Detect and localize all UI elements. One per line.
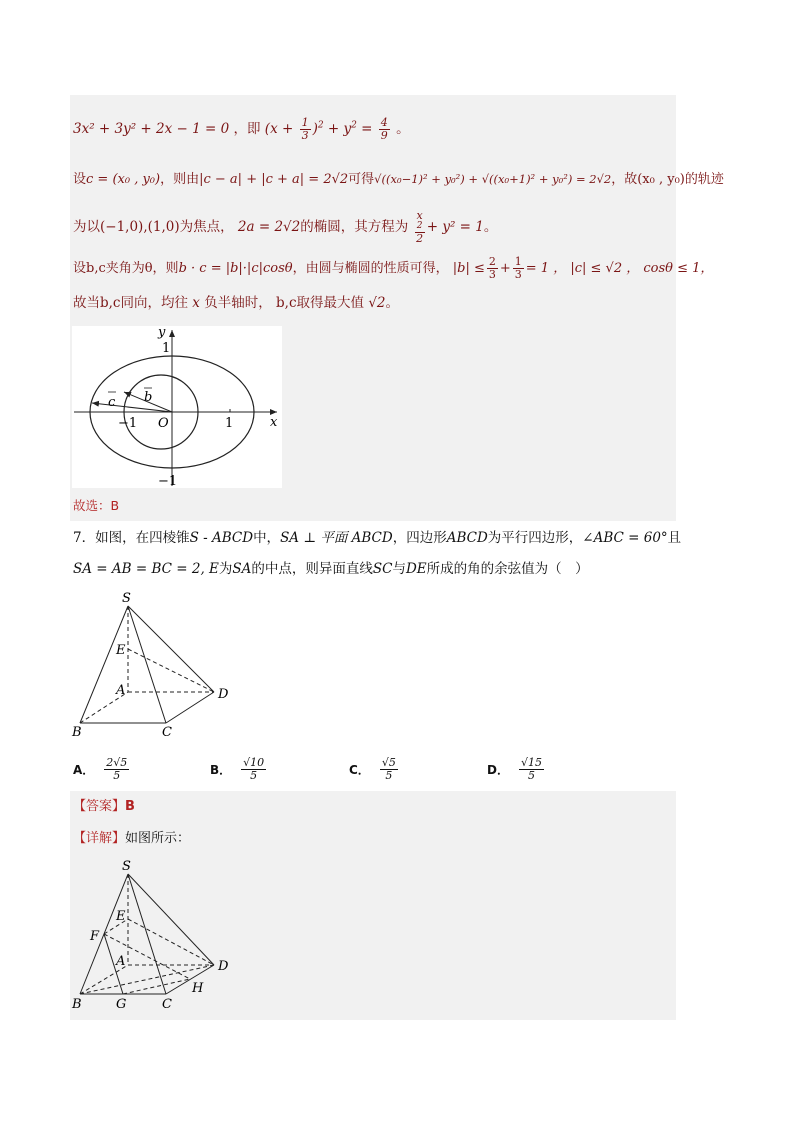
origin-label: O	[158, 416, 169, 431]
answer-tag: 【答案】	[73, 799, 126, 814]
option-c[interactable]	[349, 757, 400, 782]
text-with: 与	[392, 561, 406, 577]
vertex-a-label: A	[116, 683, 126, 698]
pyramid-svg	[70, 588, 240, 740]
quad-name: ABCD	[446, 530, 488, 546]
cos-bound: cosθ ≤ 1，	[643, 261, 714, 277]
axis-x: x	[192, 295, 200, 311]
text-parallelogram: 为平行四边形，	[487, 530, 583, 546]
text-period2: 。	[483, 219, 498, 236]
perpendicular-condition: SA ⊥ 平面 ABCD	[280, 530, 393, 546]
vertex-b-label-2: B	[72, 997, 82, 1012]
option-a[interactable]	[73, 757, 131, 782]
text-max: b,c取得最大值	[276, 295, 365, 311]
equation-circle: 3x² + 3y² + 2x − 1 = 0	[73, 121, 230, 138]
vertex-c-label-2: C	[162, 997, 172, 1012]
c-bound: |c| ≤ √2 ，	[570, 261, 640, 277]
option-b-label: B．	[210, 763, 232, 778]
x-axis-label: x	[270, 415, 278, 430]
point-h-label: H	[192, 981, 204, 996]
option-a-value: $\frac{2√5}{5}$	[106, 756, 128, 783]
b-bound-value: = 1 ，	[525, 261, 567, 277]
text-get: 可得	[348, 172, 375, 187]
problem-7-line-2	[73, 561, 589, 577]
line-de: DE	[405, 561, 427, 577]
option-c-value: $\frac{√5}{5}$	[381, 756, 396, 783]
vector-b-label: b	[144, 390, 153, 405]
vector-c-def: c = (x₀ , y₀)	[86, 172, 161, 187]
solution-line-3	[73, 210, 497, 245]
text-negative-axis: 负半轴时，	[204, 295, 272, 311]
vertex-a-label-2: A	[116, 954, 126, 969]
b-bound: |b| ≤	[452, 261, 485, 277]
detail-line	[73, 831, 190, 847]
distance-equation: √((x₀−1)² + y₀²) + √((x₀+1)² + y₀²) = 2√2	[374, 172, 612, 186]
text-property: ，由圆与椭圆的性质可得，	[292, 261, 449, 277]
major-axis: 2a = 2√2	[237, 219, 301, 236]
segment-sa: SA	[232, 561, 252, 577]
text-let: 设	[73, 172, 87, 187]
point-e-label-2: E	[116, 909, 126, 924]
figure-pyramid	[70, 588, 240, 740]
equation-circle-standard: (x + $\frac{1}{3}$ )$^2 + y^2$ = $\frac{4}{9}$	[264, 116, 388, 143]
x-tick-positive: 1	[225, 416, 234, 431]
figure-ellipse-circle	[72, 326, 282, 488]
text-is: 为	[218, 561, 233, 577]
option-a-label: A．	[73, 763, 95, 778]
text-quad: ，四边形	[392, 530, 447, 546]
text-ellipse-eq: 的椭圆，其方程为	[300, 219, 409, 236]
problem-7-line-1	[73, 530, 681, 546]
option-d-label: D．	[487, 763, 509, 778]
text-and: 且	[667, 530, 682, 546]
vertex-c-label: C	[162, 725, 172, 740]
point-e-label: E	[116, 643, 126, 658]
pyramid-detail-svg	[70, 858, 240, 1014]
y-tick-positive: 1	[162, 341, 171, 356]
option-c-label: C．	[349, 763, 370, 778]
length-condition: SA = AB = BC = 2, E	[73, 561, 219, 577]
vertex-b-label: B	[72, 725, 82, 740]
option-b[interactable]	[210, 757, 268, 782]
text-period: 。	[396, 121, 410, 138]
option-d-value: $\frac{√15}{5}$	[520, 756, 542, 783]
text-midpoint: 的中点，则异面直线	[251, 561, 373, 577]
text-same-direction: 故当b,c同向，均往	[73, 295, 188, 311]
text-angle: 设b,c夹角为θ，则	[73, 261, 179, 277]
solution-line-4: 设b,c夹角为θ，则b · c = |b|·|c|cosθ，由圆与椭圆的性质可得， |b| ≤ $\frac{2}{3}$ + $\frac{1}{3}$ = 1 ， |c| ≤ √2 ， cosθ ≤ 1，	[73, 255, 714, 282]
problem-intro: 7．如图，在四棱锥	[73, 530, 190, 546]
text-trajectory: ，故(x₀ , y₀)的轨迹	[611, 172, 724, 187]
text-namely: ，即	[233, 121, 261, 138]
text-in: 中，	[253, 530, 281, 546]
answer-line	[73, 799, 135, 815]
text-question: 所成的角的余弦值为（ ）	[426, 561, 589, 577]
y-axis-label: y	[158, 326, 166, 340]
text-then: ，则由	[160, 172, 200, 187]
max-value: √2	[368, 295, 386, 311]
solution-line-5	[73, 295, 399, 311]
ellipse-equation: x 2 2 + y² = 1	[416, 209, 484, 245]
pyramid-name: S - ABCD	[189, 530, 254, 546]
dot-product: b · c = |b|·|c|cosθ	[178, 261, 293, 277]
ellipse-condition: |c − a| + |c + a| = 2√2	[199, 172, 349, 187]
vertex-d-label: D	[218, 687, 229, 702]
ellipse-circle-svg	[72, 326, 282, 488]
detail-text: 如图所示：	[125, 831, 191, 846]
line-sc: SC	[372, 561, 393, 577]
vertex-s-label: S	[122, 591, 131, 606]
option-d[interactable]	[487, 757, 546, 782]
solution-line-2	[73, 172, 724, 188]
text-period3: 。	[385, 295, 400, 311]
point-f-label: F	[90, 929, 100, 944]
figure-pyramid-detail	[70, 858, 240, 1014]
text-foci: 为以(−1,0),(1,0)为焦点，	[73, 219, 234, 236]
y-tick-negative: −1	[158, 474, 178, 488]
vector-c-label: c	[108, 395, 116, 410]
point-g-label: G	[116, 997, 127, 1012]
answer-value: B	[125, 799, 135, 814]
answer-choice: 故选：B	[73, 498, 120, 513]
x-tick-negative: −1	[118, 416, 138, 431]
detail-tag: 【详解】	[73, 831, 126, 846]
option-b-value: $\frac{√10}{5}$	[243, 756, 265, 783]
solution-line-1	[73, 117, 410, 142]
vertex-s-label-2: S	[122, 859, 131, 874]
vertex-d-label-2: D	[218, 959, 229, 974]
angle-condition: ∠ABC = 60°	[582, 530, 668, 546]
